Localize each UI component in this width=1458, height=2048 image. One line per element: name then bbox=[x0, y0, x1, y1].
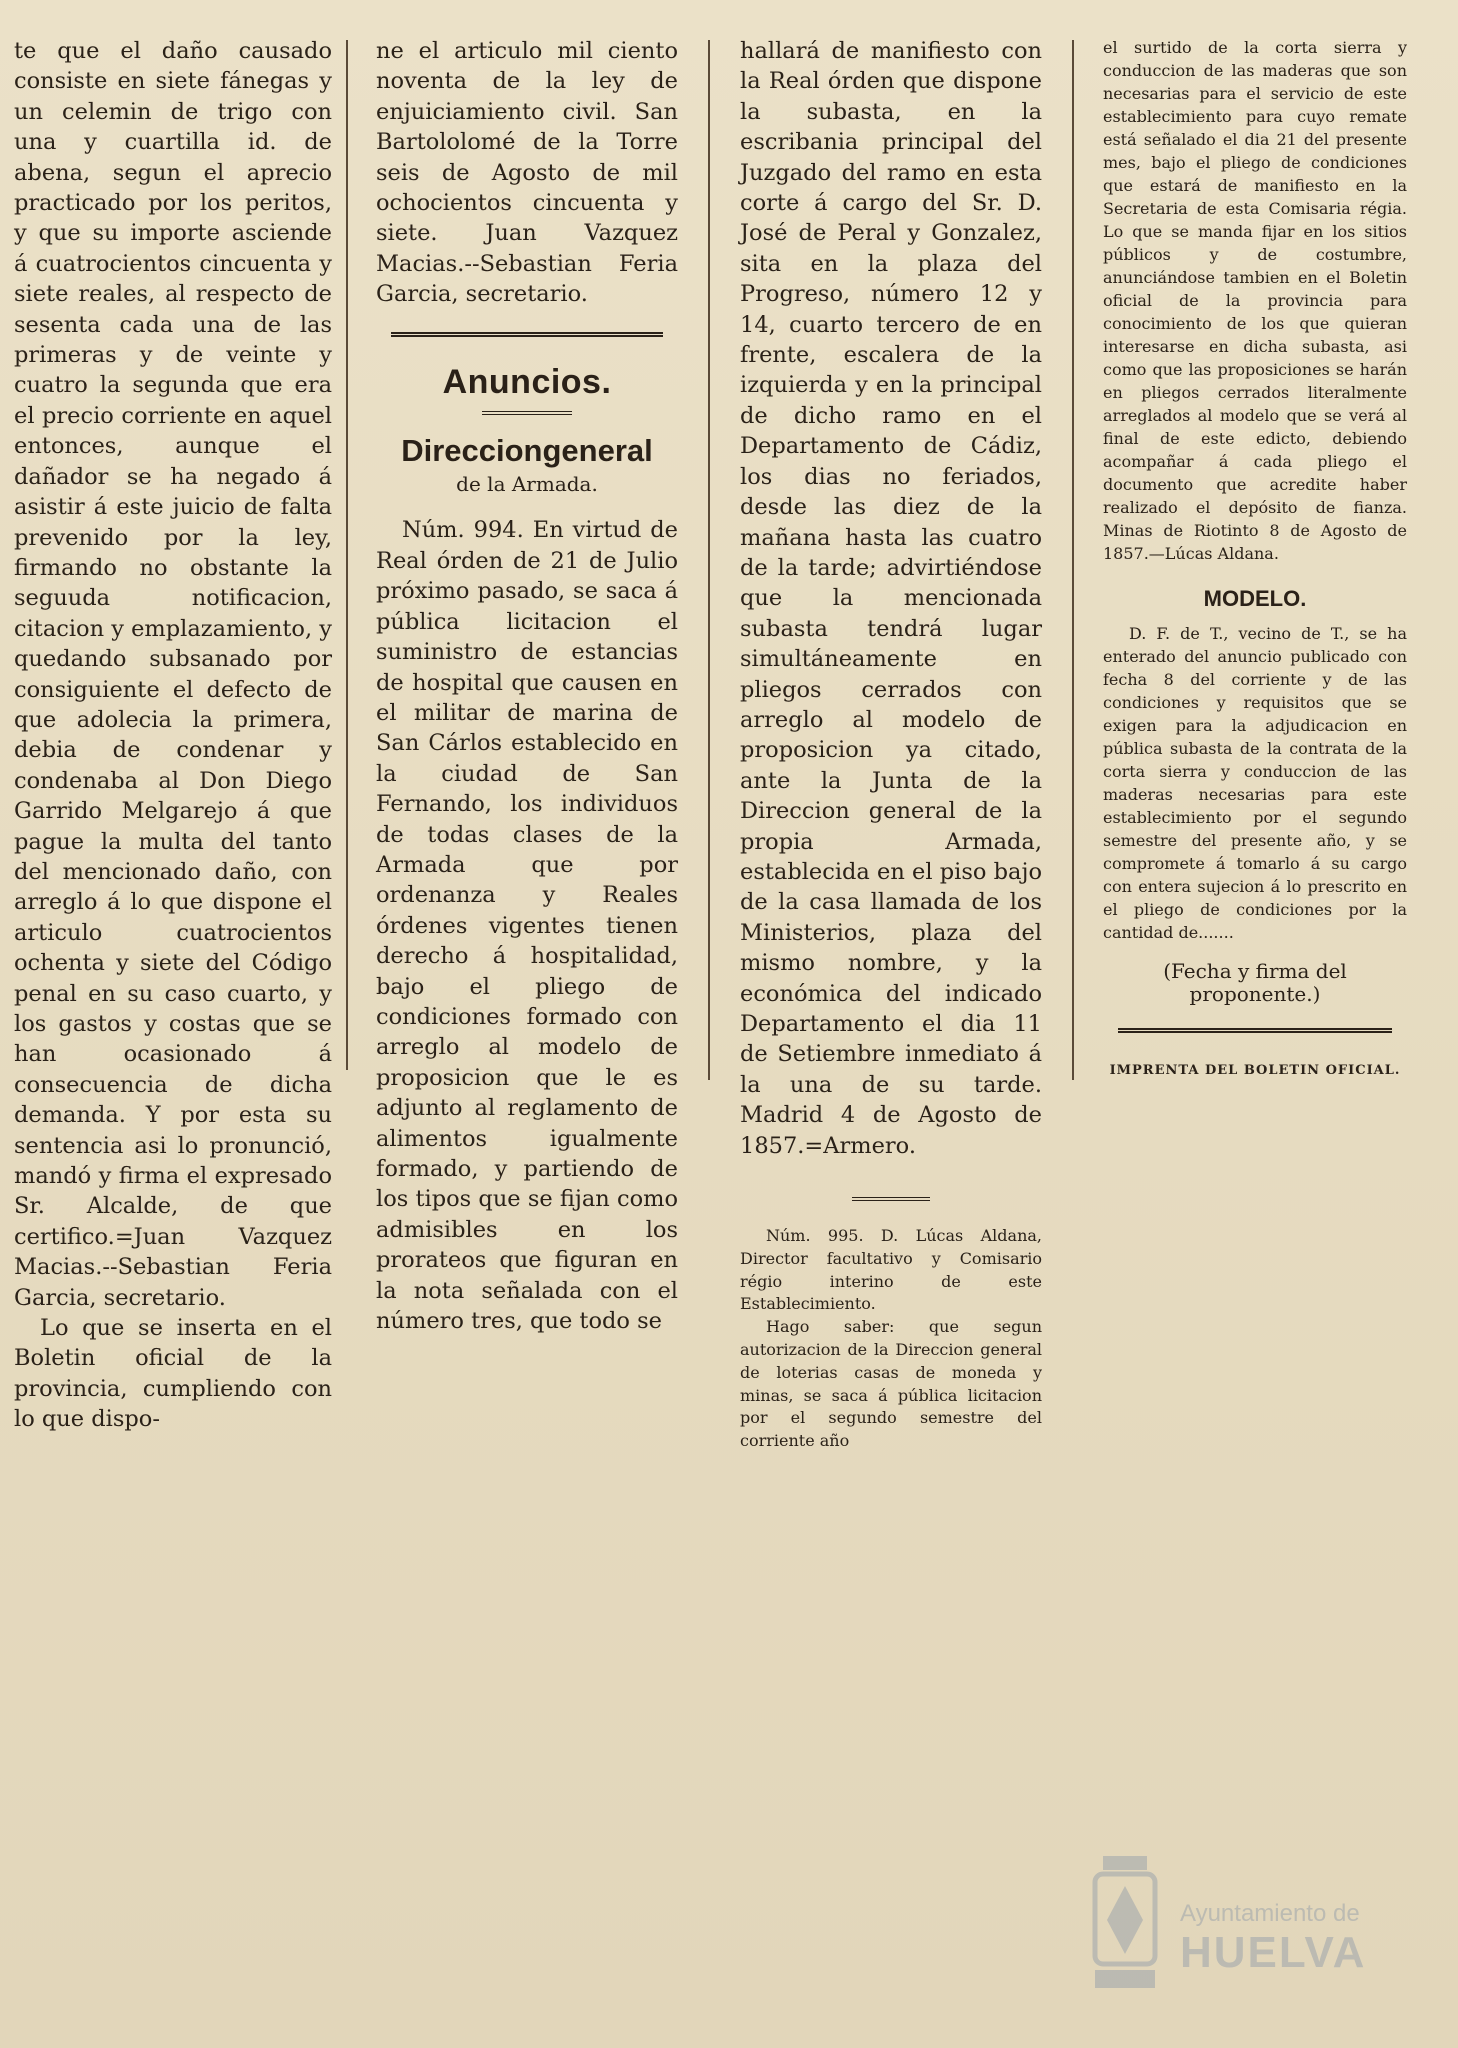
notice-995-body: Hago saber: que segun autorizacion de la Direccion general de loterias casas de moneda y minas, se saca á pública licitacion por el segundo semestre del corriente año bbox=[740, 1317, 1042, 1451]
heading-armada: de la Armada. bbox=[456, 472, 598, 497]
column-2 bbox=[376, 36, 678, 1336]
closing-rule bbox=[1118, 1028, 1392, 1033]
heading-modelo: MODELO. bbox=[1203, 586, 1307, 611]
column-divider bbox=[1072, 40, 1074, 1080]
column-3 bbox=[740, 36, 1042, 1453]
watermark-line-2: HUELVA bbox=[1180, 1928, 1367, 1977]
column-divider bbox=[346, 40, 348, 1070]
section-heading-anuncios: Anuncios. bbox=[442, 362, 612, 401]
insertion-note: Lo que se inserta en el Boletin oficial de la provincia, cumpliendo con lo que dispo- bbox=[14, 1315, 332, 1433]
heading-rule bbox=[482, 411, 573, 415]
notice-994: Núm. 994. En virtud de Real órden de 21 de Julio próximo pasado, se saca á pública licitacion el suministro de estancias de hospital que causen en el militar de marina de San Cárlos establecido en la ciudad de San Fernando, los individuos de todas clases de la Armada que por ordenanza y Reales órdenes vigentes tienen derecho á hospitalidad, bajo el pliego de condiciones formado con arreglo al modelo de proposicion que le es adjunto al reglamento de alimentos igualmente formado, y partiendo de los tipos que se fijan como admisibles en los prorateos que figuran en la nota señalada con el número tres, que todo se bbox=[376, 517, 678, 1335]
modelo-text: D. F. de T., vecino de T., se ha enterado del anuncio publicado con fecha 8 del corriente y de las condiciones y requisitos que se exigen para la adjudicacion en pública subasta de la contrata de la corta sierra y conduccion de las maderas necesarias para este establecimiento por el segundo semestre del presente año, y se compromete á tomarlo á su cargo con entera sujecion á lo prescrito en el pliego de condiciones por la cantidad de....... bbox=[1103, 624, 1407, 942]
notice-separator bbox=[852, 1197, 931, 1201]
huelva-watermark bbox=[1085, 1850, 1395, 2010]
imprenta-line: IMPRENTA DEL BOLETIN OFICIAL. bbox=[1109, 1063, 1401, 1078]
column-4 bbox=[1103, 36, 1407, 1082]
coat-of-arms-icon bbox=[1085, 1850, 1165, 2000]
heading-direccion-general: Direcciongeneral bbox=[401, 433, 653, 469]
section-rule bbox=[391, 332, 663, 337]
column-divider bbox=[708, 40, 710, 1080]
notice-994-continued: hallará de manifiesto con la Real órden que dispone la subasta, en la escribania principal del Juzgado del ramo en esta corte á cargo del Sr. D. José de Peral y Gonzalez, sita en la plaza del Progreso, número 12 y 14, cuarto tercero de en frente, escalera de la izquierda y en la principal de dicho ramo en el Departamento de Cádiz, los dias no feriados, desde las diez de la mañana hasta las cuatro de la tarde; advirtiéndose que la mencionada subasta tendrá lugar simultáneamente en pliegos cerrados con arreglo al modelo de proposicion ya citado, ante la Junta de la Direccion general de la propia Armada, establecida en el piso bajo de la casa llamada de los Ministerios, plaza del mismo nombre, y la económica del indicado Departamento el dia 11 de Setiembre inmediato á la una de su tarde. Madrid 4 de Agosto de 1857.=Armero. bbox=[740, 38, 1042, 1159]
sentence-closing: ne el articulo mil ciento noventa de la ley de enjuiciamiento civil. San Bartololomé de la Torre seis de Agosto de mil ochocientos cincuenta y siete. Juan Vazquez Macias.--Sebastian Feria Garcia, secretario. bbox=[376, 38, 678, 308]
watermark-line-1: Ayuntamiento de bbox=[1180, 1900, 1360, 1927]
column-1 bbox=[14, 36, 332, 1435]
notice-995-header: Núm. 995. D. Lúcas Aldana, Director facultativo y Comisario régio interino de este Establecimiento. bbox=[740, 1226, 1042, 1314]
firma-line: (Fecha y firma del proponente.) bbox=[1163, 959, 1347, 1006]
sentence-text: te que el daño causado consiste en siete fánegas y un celemin de trigo con una y cuartilla id. de abena, segun el aprecio practicado por los peritos, y que su importe asciende á cuatrocientos cincuenta y siete reales, al respecto de sesenta cada una de las primeras y de veinte y cuatro la segunda que era el precio corriente en aquel entonces, aunque el dañador se ha negado á asistir á este juicio de falta prevenido por la ley, firmando no obstante la seguuda notificacion, citacion y emplazamiento, y quedando subsanado por consiguiente el defecto de que adolecia la primera, debia de condenar y condenaba al Don Diego Garrido Melgarejo á que pague la multa del tanto del mencionado daño, con arreglo á lo que dispone el articulo cuatrocientos ochenta y siete del Código penal en su caso cuarto, y los gastos y costas que se han ocasionado á consecuencia de dicha demanda. Y por esta su sentencia asi lo pronunció, mandó y firma el expresado Sr. Alcalde, de que certifico.=Juan Vazquez Macias.--Sebastian Feria Garcia, secretario. bbox=[14, 38, 332, 1311]
notice-995-continued: el surtido de la corta sierra y conduccion de las maderas que son necesarias para el servicio de este establecimiento para cuyo remate está señalado el dia 21 del presente mes, bajo el pliego de condiciones que estará de manifiesto en la Secretaria de esta Comisaria régia. Lo que se manda fijar en los sitios públicos y de costumbre, anunciándose tambien en el Boletin oficial de la provincia para conocimiento de los que quieran interesarse en dicha subasta, asi como que las proposiciones se harán en pliegos cerrados literalmente arreglados al modelo que se verá al final de este edicto, debiendo acompañar á cada pliego el documento que acredite haber realizado el depósito de fianza. Minas de Riotinto 8 de Agosto de 1857.—Lúcas Aldana. bbox=[1103, 38, 1407, 563]
